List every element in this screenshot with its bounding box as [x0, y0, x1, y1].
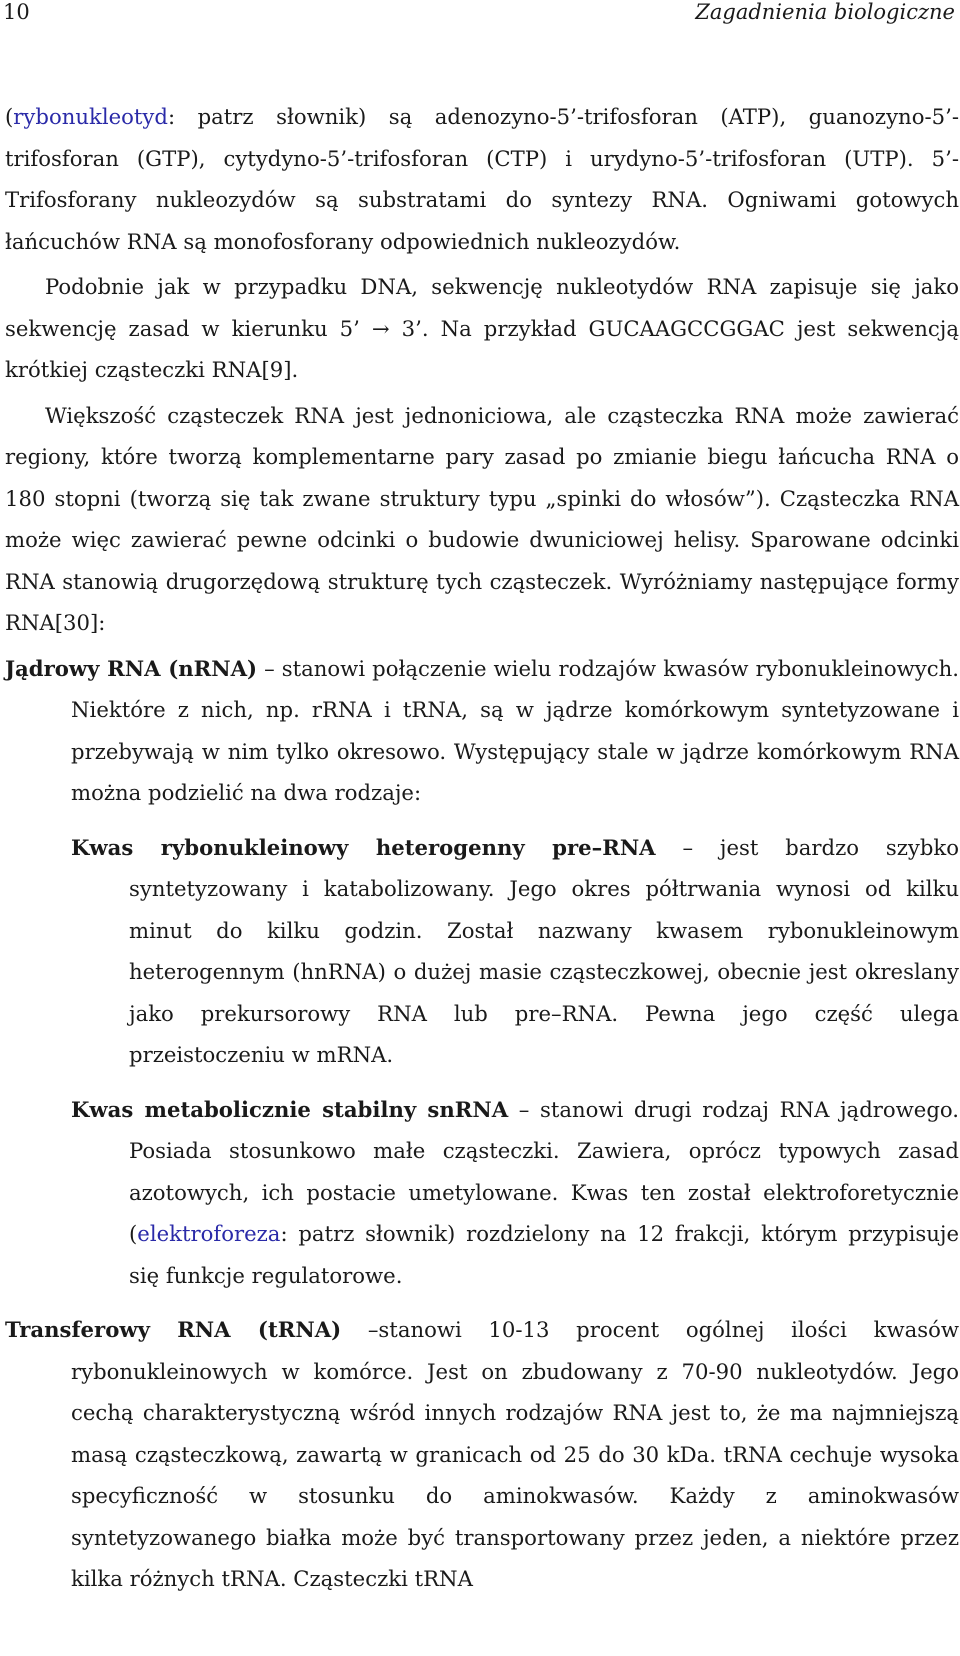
glossary-link-elektroforeza[interactable]: elektroforeza — [137, 1221, 281, 1246]
definition-trna: Transferowy RNA (tRNA) –stanowi 10-13 procent ogólnej ilości kwasów rybonukleinowych w komórce. Jest on zbudowany z 70-90 nukleotydów. Jego cechą charakterystyczną wśród innych rodzajów RNA jest to, że ma najmniejszą masą cząsteczkową, zawartą w granicach od 25 do 30 kDa. tRNA cechuje wysoka specyficzność w stosunku do aminokwasów. Każdy z aminokwasów syntetyzowanego białka może być transportowany przez jeden, a niektóre przez kilka różnych tRNA. Cząsteczki tRNA — [5, 1317, 959, 1591]
term-snrna: Kwas metabolicznie stabilny snRNA — [71, 1096, 509, 1122]
paragraph-secondary-structure: Większość cząsteczek RNA jest jednoniciowa, ale cząsteczka RNA może zawierać regiony, które tworzą komplementarne pary zasad po zmianie biegu łańcucha RNA o 180 stopni (tworzą się tak zwane struktury typu „spinki do włosów”). Cząsteczka RNA może więc zawierać pewne odcinki o budowie dwuniciowej helisy. Sparowane odcinki RNA stanowią drugorzędową strukturę tych cząsteczek. Wyróżniamy następujące formy RNA[30]: — [5, 402, 959, 635]
page-body — [5, 96, 959, 1600]
paragraph-ribonucleotides: (rybonukleotyd: patrz słownik) są adenozyno-5’-trifosforan (ATP), guanozyno-5’-trifosforan (GTP), cytydyno-5’-trifosforan (CTP) i urydyno-5’-trifosforan (UTP). 5’-Trifosforany nukleozydów są substratami do syntezy RNA. Ogniwami gotowych łańcuchów RNA są monofosforany odpowiednich nukleozydów. — [5, 104, 959, 254]
rna-forms-list — [5, 648, 959, 1600]
page-number: 10 — [3, 0, 30, 24]
term-nrna: Jądrowy RNA (nRNA) — [5, 655, 258, 681]
definition-pre-rna: Kwas rybonukleinowy heterogenny pre–RNA – jest bardzo szybko syntetyzowany i katabolizowany. Jego okres półtrwania wynosi od kilku minut do kilku godzin. Został nazwany kwasem rybonukleinowym heterogennym (hnRNA) o dużej masie cząsteczkowej, obecnie jest okreslany jako prekursorowy RNA lub pre–RNA. Pewna jego część ulega przeistoczeniu w mRNA. — [71, 834, 959, 1067]
definition-snrna: Kwas metabolicznie stabilny snRNA – stanowi drugi rodzaj RNA jądrowego. Posiada stosunkowo małe cząsteczki. Zawiera, oprócz typowych zasad azotowych, ich postacie umetylowane. Kwas ten został elektroforetycznie (elektroforeza: patrz słownik) rozdzielony na 12 frakcji, którym przypisuje się funkcje regulatorowe. — [71, 1096, 959, 1288]
glossary-link-rybonukleotyd[interactable]: rybonukleotyd — [13, 104, 168, 129]
term-pre-rna: Kwas rybonukleinowy heterogenny pre–RNA — [71, 834, 656, 860]
page-header — [3, 0, 955, 28]
running-title: Zagadnienia biologiczne — [695, 0, 955, 24]
term-trna: Transferowy RNA (tRNA) — [5, 1317, 342, 1342]
paragraph-sequence-notation: Podobnie jak w przypadku DNA, sekwencję nukleotydów RNA zapisuje się jako sekwencję zasad w kierunku 5’ → 3’. Na przykład GUCAAGCCGGAC jest sekwencją krótkiej cząsteczki RNA[9]. — [5, 274, 959, 382]
definition-nrna: Jądrowy RNA (nRNA) – stanowi połączenie wielu rodzajów kwasów rybonukleinowych. Niektóre z nich, np. rRNA i tRNA, są w jądrze komórkowym syntetyzowane i przebywają w nim tylko okresowo. Występujący stale w jądrze komórkowym RNA można podzielić na dwa rodzaje: — [5, 655, 959, 805]
